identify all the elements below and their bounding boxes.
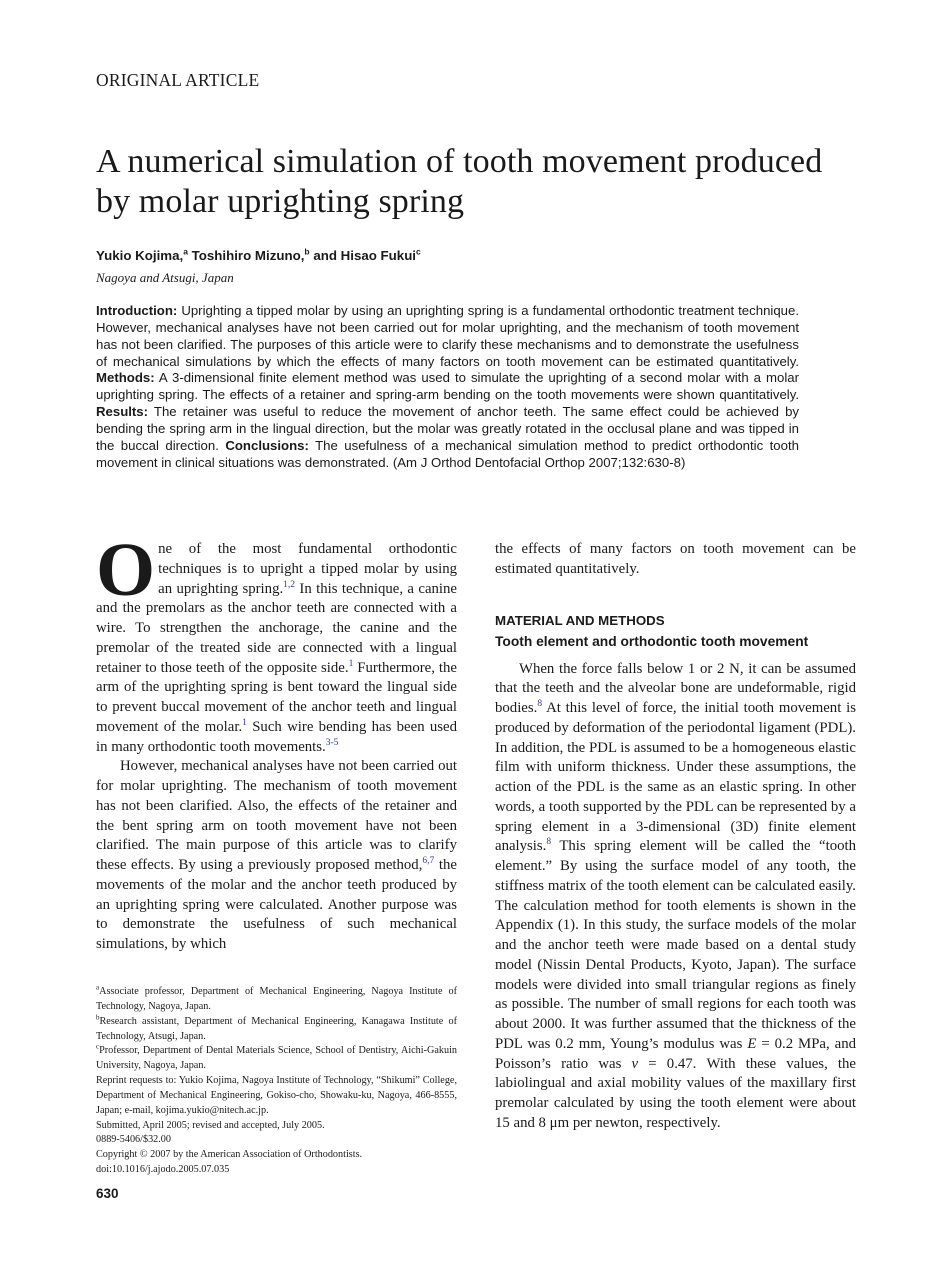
footnote-marker: c [96,1042,100,1051]
author-affiliation-marker: a [183,246,188,257]
math-symbol: μ [549,1114,558,1131]
citation-link[interactable]: 8 [537,699,543,710]
body-text: ne of the most fundamental orthodontic techniques is to upright a tipped molar by using an uprighting spring. [158,541,457,597]
author-location: Nagoya and Atsugi, Japan [96,270,234,285]
article-title: A numerical simulation of tooth movement produced by molar uprighting spring [96,143,823,220]
citation-link[interactable]: 1 [242,717,247,728]
doi-link[interactable]: doi:10.1016/j.ajodo.2005.07.035 [96,1164,230,1176]
citation-link[interactable]: 3-5 [325,737,339,748]
footnote-marker: b [96,1013,100,1022]
section-label: ORIGINAL ARTICLE [96,70,260,90]
abstract-methods-label: Methods: [96,370,155,386]
drop-cap: O [96,528,156,612]
footnote [96,1015,457,1045]
body-text: = 0.2 MPa, and Poisson’s ratio was [495,1035,856,1072]
author-list [96,248,421,263]
body-text: = 0.47. With these values, the labiolingual and axial mobility values of the maxillary first premolar calculated by using the tooth element were about 15 and 8 [495,1055,857,1131]
reprint-note: Reprint requests to: Yukio Kojima, Nagoya Institute of Technology, “Shikumi” College, Department of Mechanical Engineering, Gokiso-cho, Showaku-ku, Nagoya, 466-8555, Japan; e-mail, kojima.yukio@nitech.ac.jp. [96,1075,457,1116]
author-name: Yukio Kojima, [96,248,184,263]
body-paragraph: the effects of many factors on tooth movement can be estimated quantitatively. [495,541,856,577]
body-text: Furthermore, the arm of the uprighting spring is bent toward the lingual side to prevent buccal movement of the anchor teeth and lingual movement of the molar. [96,659,457,735]
footnotes [96,985,457,1178]
footnote-text: Associate professor, Department of Mechanical Engineering, Nagoya Institute of Technology, Nagoya, Japan. [96,986,457,1012]
footnote-text: Professor, Department of Dental Materials Science, School of Dentistry, Aichi-Gakuin University, Nagoya, Japan. [96,1045,457,1072]
citation-link[interactable]: 1 [348,658,354,669]
abstract-conclusions-text: The usefulness of a mechanical simulation method to predict orthodontic tooth movement in clinical situations was demonstrated. (Am J Orthod Dentofacial Orthop 2007;132:630-8) [96,437,799,470]
citation-link[interactable]: 1,2 [283,579,296,590]
body-column-right [495,540,856,1134]
subsection-heading: Tooth element and orthodontic tooth movement [495,633,809,649]
body-text: This spring element will be called the “tooth element.” By using the surface model of any tooth, the stiffness matrix of the tooth element can be calculated easily. The calculation method for tooth elements is shown in the Appendix (1). In this study, the surface models of the molar and the anchor teeth were made based on a dental study model (Nissin Dental Products, Kyoto, Japan). The surface models were divided into small triangular regions as finely as possible. The number of small regions for each tooth was about 2000. It was further assumed that the thickness of the PDL was 0.2 mm, Young’s modulus was [495,838,856,1052]
section-heading: MATERIAL AND METHODS [495,612,665,628]
body-column-left [96,528,458,955]
abstract-results-label: Results: [96,404,149,420]
body-text: In this technique, a canine and the premolars as the anchor teeth are connected with a wire. To strengthen the anchorage, the canine and the premolar of the treated side are connected with a lingual retainer to those teeth of the opposite side. [96,580,457,676]
abstract-intro-label: Introduction: [96,303,178,318]
body-paragraph [495,660,856,1134]
author-affiliation-marker: b [304,246,310,257]
body-text: the movements of the molar and the anchor teeth produced by an uprighting spring were calculated. Another purpose was to demonstrate the usefulness of such mechanical simulations, by which [96,857,457,952]
abstract-intro-text: Uprighting a tipped molar by using an uprighting spring is a fundamental orthodontic treatment technique. However, mechanical analyses have not been carried out for molar uprighting, and the mechanism of tooth movement has not been clarified. The purposes of this article were to clarify these mechanisms and to demonstrate the usefulness of mechanical simulations by which the effects of many factors on tooth movement can be estimated quantitatively. [96,303,799,369]
abstract-conclusions-label: Conclusions: [225,437,309,453]
abstract-methods-text: A 3-dimensional finite element method was used to simulate the uprighting of a second molar with a molar uprighting spring. The effects of a retainer and spring-arm bending on the tooth movements were shown quantitatively. [96,370,800,403]
issn: 0889-5406/$32.00 [96,1134,171,1146]
body-text: At this level of force, the initial tooth movement is produced by deformation of the periodontal ligament (PDL). In addition, the PDL is assumed to be a homogeneous elastic film with uniform thickness. Under these assumptions, the action of the PDL is the same as an elastic spring. In other words, a tooth supported by the PDL can be represented by a spring element in a 3-dimensional (3D) finite element analysis. [495,700,856,855]
author-name: and Hisao Fukui [313,248,417,263]
body-text: However, mechanical analyses have not been carried out for molar uprighting. The mechanism of tooth movement has not been clarified. Also, the effects of the retainer and the bent spring arm on tooth movement have not been clarified. The main purpose of this article was to clarify these effects. By using a previously proposed method, [96,758,457,873]
abstract-results-text: The retainer was useful to reduce the movement of anchor teeth. The same effect could be achieved by bending the spring arm in the lingual direction, but the molar was greatly rotated in the occlusal plane and was tipped in the buccal direction. [96,404,799,453]
body-text: Such wire bending has been used in many orthodontic tooth movements. [96,718,458,755]
footnote-marker: a [96,983,100,992]
footnote [96,1044,457,1074]
submission-dates: Submitted, April 2005; revised and accepted, July 2005. [96,1119,325,1131]
citation-link[interactable]: 8 [546,837,552,848]
math-symbol: E [747,1035,757,1052]
author-affiliation-marker: c [416,246,421,257]
body-text: When the force falls below 1 or 2 N, it can be assumed that the teeth and the alveolar bone are undeformable, rigid bodies. [495,660,856,716]
math-symbol: ν [631,1055,639,1072]
author-name: Toshihiro Mizuno, [191,248,305,263]
footnote-text: Research assistant, Department of Mechanical Engineering, Kanagawa Institute of Technology, Atsugi, Japan. [96,1015,457,1042]
page-number: 630 [96,1186,119,1201]
body-paragraph [96,528,458,757]
body-paragraph [96,757,457,955]
citation-link[interactable]: 6,7 [422,856,435,867]
body-text: m per newton, respectively. [557,1114,721,1131]
copyright: Copyright © 2007 by the American Association of Orthodontists. [96,1149,363,1161]
footnote [96,985,457,1015]
abstract [96,303,799,471]
